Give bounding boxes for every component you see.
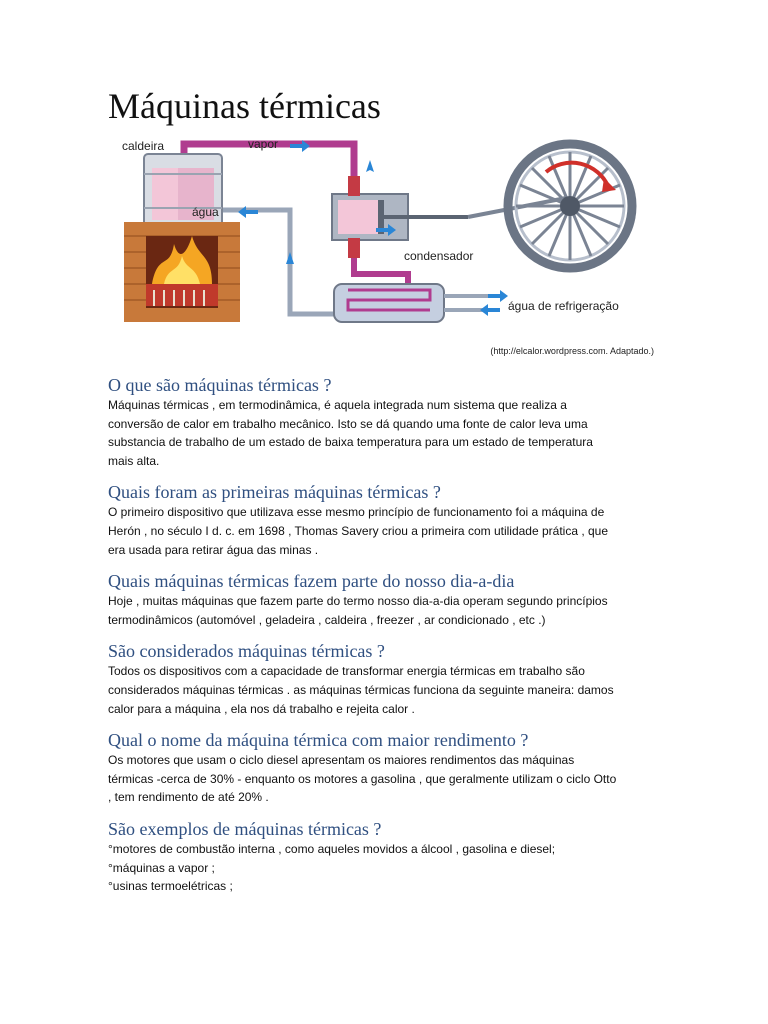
- label-steam: vapor: [248, 137, 279, 151]
- question-3: Quais máquinas térmicas fazem parte do nosso dia-a-dia: [108, 571, 515, 592]
- page-title: Máquinas térmicas: [108, 86, 381, 126]
- answer-5: Os motores que usam o ciclo diesel apresentam os maiores rendimentos das máquinas térmicas -cerca de 30% - enquanto os motores a gasolina , que geralmente utilizam o ciclo Otto , tem rendimento de até 20% .: [108, 753, 617, 805]
- figure-credit: (http://elcalor.wordpress.com. Adaptado.): [490, 346, 654, 356]
- cylinder: [332, 176, 468, 258]
- condenser-pipe: [354, 244, 408, 284]
- question-6: São exemplos de máquinas térmicas ?: [108, 818, 382, 839]
- label-cooling-water: água de refrigeração: [508, 299, 619, 313]
- question-5: Qual o nome da máquina térmica com maior rendimento ?: [108, 730, 529, 751]
- label-condenser: condensador: [404, 249, 474, 263]
- answer-4: Todos os dispositivos com a capacidade de transformar energia térmicas em trabalho são considerados máquinas térmicas . as máquinas térmicas funciona da seguinte maneira: damos calor para a máquina , ela nos dá trabalho e rejeita calor .: [108, 664, 614, 716]
- answer-3: Hoje , muitas máquinas que fazem parte do termo nosso dia-a-dia operam segundo princípios termodinâmicos (automóvel , geladeira , caldeira , freezer , ar condicionado , etc .): [108, 594, 608, 627]
- furnace: [124, 222, 240, 322]
- answer-6: °motores de combustão interna , como aqueles movidos a álcool , gasolina e diesel; °máquinas a vapor ; °usinas termoelétricas ;: [108, 841, 556, 894]
- answer-1: Máquinas térmicas , em termodinâmica, é aquela integrada num sistema que realiza a conversão de calor em trabalho mecânico. Isto se dá quando uma fonte de calor leva uma substancia de trabalho de um estado de baixa temperatura para um estado de temperatura mais alta.: [108, 398, 593, 468]
- condenser: [334, 284, 488, 322]
- label-water: água: [192, 205, 219, 219]
- qa-content: [108, 374, 668, 907]
- answer-2: O primeiro dispositivo que utilizava esse mesmo princípio de funcionamento foi a máquina de Herón , no século I d. c. em 1698 , Thomas Savery criou a primeira com utilidade prática , que era usada para retirar água das minas .: [108, 505, 609, 557]
- label-boiler: caldeira: [122, 139, 165, 153]
- flywheel: [508, 144, 632, 268]
- question-2: Quais foram as primeiras máquinas térmicas ?: [108, 482, 441, 503]
- question-1: O que são máquinas térmicas ?: [108, 375, 332, 395]
- steam-engine-diagram: [108, 124, 660, 360]
- question-4: São considerados máquinas térmicas ?: [108, 641, 385, 662]
